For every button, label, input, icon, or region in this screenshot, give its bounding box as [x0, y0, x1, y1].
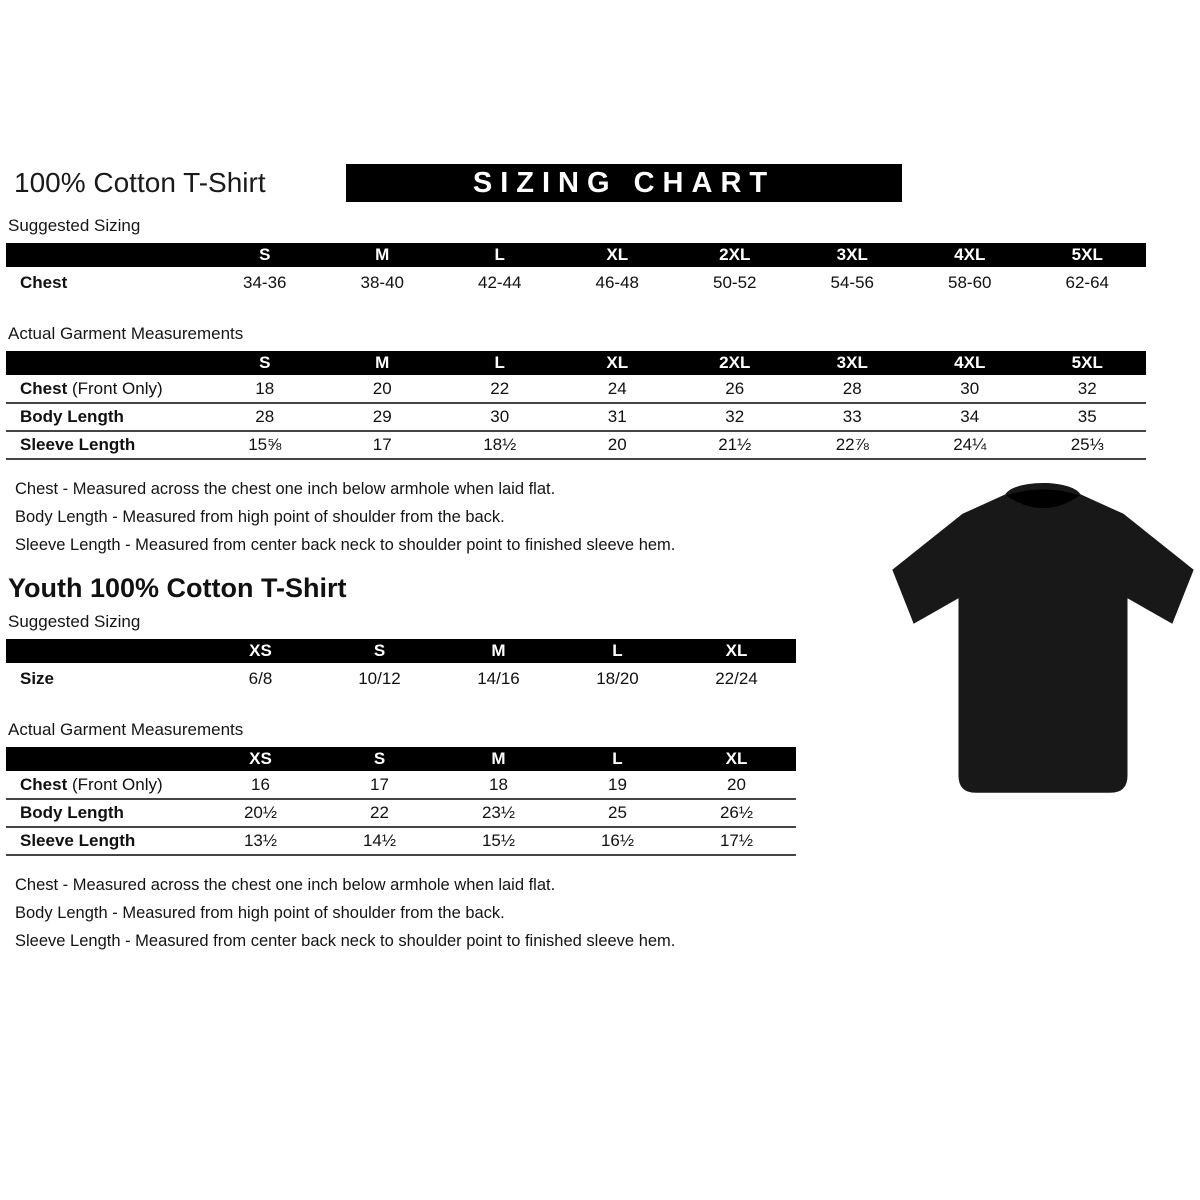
size-column-header: 3XL — [794, 351, 912, 375]
measurement-cell: 38-40 — [360, 272, 404, 292]
adult-actual-label: Actual Garment Measurements — [8, 324, 244, 343]
measurement-cell: 31 — [607, 407, 627, 426]
size-column-header: M — [439, 747, 558, 771]
measurement-cell: 20 — [607, 435, 627, 454]
measurement-cell: 18/20 — [596, 668, 639, 688]
size-header-row — [6, 747, 796, 771]
measurement-cell: 16 — [251, 774, 270, 794]
size-column-header: L — [558, 639, 677, 663]
measurement-cell: 58-60 — [948, 272, 992, 292]
measurement-cell: 32 — [725, 407, 745, 426]
measurement-cell: 18 — [489, 774, 508, 794]
size-column-header: S — [320, 747, 439, 771]
tshirt-graphic — [890, 470, 1196, 806]
row-label: Chest (Front Only) — [20, 378, 163, 398]
size-column-header: S — [320, 639, 439, 663]
measurement-cell: 14/16 — [477, 668, 520, 688]
measurement-cell: 22 — [490, 378, 510, 398]
size-column-header: S — [206, 351, 324, 375]
measurement-cell: 30 — [960, 378, 980, 398]
table-row — [6, 403, 1146, 431]
measurement-cell: 62-64 — [1065, 272, 1109, 292]
size-column-header: 5XL — [1029, 351, 1147, 375]
size-column-header: XL — [677, 747, 796, 771]
youth-actual-table — [6, 747, 796, 856]
size-column-header: M — [439, 639, 558, 663]
adult-suggested-label: Suggested Sizing — [8, 216, 141, 235]
measurement-cell: 28 — [842, 378, 862, 398]
table-row — [6, 267, 1146, 298]
measurement-cell: 23½ — [481, 803, 516, 822]
measurement-cell: 35 — [1077, 407, 1097, 426]
size-column-header: 5XL — [1029, 243, 1147, 267]
measurement-cell: 14½ — [362, 831, 397, 850]
measurement-cell: 29 — [372, 407, 392, 426]
measurement-cell: 32 — [1077, 378, 1097, 398]
row-label: Sleeve Length — [20, 831, 136, 850]
size-column-header: 4XL — [911, 243, 1029, 267]
measurement-cell: 19 — [608, 774, 627, 794]
sizing-chart-banner: SIZING CHART — [346, 164, 902, 202]
measurement-cell: 16½ — [600, 831, 635, 850]
size-column-header: M — [324, 351, 442, 375]
size-column-header: XL — [559, 351, 677, 375]
measurement-cell: 15½ — [481, 831, 516, 850]
size-column-header: L — [558, 747, 677, 771]
measurement-cell: 13½ — [243, 831, 278, 850]
size-column-header: L — [441, 351, 559, 375]
row-label: Size — [20, 668, 55, 688]
measurement-cell: 25⅓ — [1070, 435, 1104, 454]
table-row — [6, 827, 796, 855]
row-label: Chest — [20, 272, 68, 292]
size-column-header: S — [206, 243, 324, 267]
note-line: Body Length - Measured from high point of shoulder from the back. — [15, 904, 505, 922]
youth-suggested-label: Suggested Sizing — [8, 612, 141, 631]
note-line: Sleeve Length - Measured from center back neck to shoulder point to finished sleeve hem. — [15, 932, 676, 950]
row-label: Chest (Front Only) — [20, 774, 163, 794]
header-row — [6, 164, 1194, 208]
measurement-cell: 17½ — [719, 831, 754, 850]
measurement-cell: 34-36 — [243, 272, 287, 292]
youth-measurement-notes — [6, 871, 1194, 955]
row-label-header — [6, 639, 201, 663]
youth-actual-label: Actual Garment Measurements — [8, 720, 244, 739]
measurement-cell: 28 — [255, 407, 275, 426]
table-row — [6, 431, 1146, 459]
row-label-header — [6, 243, 206, 267]
table-row — [6, 771, 796, 799]
adult-suggested-table — [6, 243, 1146, 298]
row-label: Sleeve Length — [20, 435, 136, 454]
measurement-cell: 18½ — [483, 435, 517, 454]
measurement-cell: 33 — [842, 407, 862, 426]
size-column-header: 3XL — [794, 243, 912, 267]
size-column-header: 2XL — [676, 243, 794, 267]
measurement-cell: 22⅞ — [835, 435, 869, 454]
size-header-row — [6, 639, 796, 663]
measurement-cell: 10/12 — [358, 668, 401, 688]
measurement-cell: 24 — [607, 378, 627, 398]
measurement-cell: 34 — [960, 407, 980, 426]
table-row — [6, 663, 796, 694]
row-label: Body Length — [20, 803, 124, 822]
table-row — [6, 799, 796, 827]
youth-suggested-table — [6, 639, 796, 694]
measurement-cell: 42-44 — [478, 272, 522, 292]
measurement-cell: 17 — [372, 435, 392, 454]
adult-actual-table — [6, 351, 1146, 460]
size-column-header: XL — [677, 639, 796, 663]
measurement-cell: 15⅝ — [248, 435, 282, 454]
measurement-cell: 22/24 — [715, 668, 758, 688]
measurement-cell: 46-48 — [595, 272, 639, 292]
measurement-cell: 20½ — [243, 803, 278, 822]
note-line: Body Length - Measured from high point of shoulder from the back. — [15, 508, 505, 526]
tshirt-body — [892, 483, 1193, 793]
row-label: Body Length — [20, 407, 124, 426]
size-column-header: L — [441, 243, 559, 267]
note-line: Chest - Measured across the chest one inch below armhole when laid flat. — [15, 480, 556, 498]
measurement-cell: 54-56 — [830, 272, 874, 292]
measurement-cell: 17 — [370, 774, 389, 794]
measurement-cell: 18 — [255, 378, 275, 398]
row-label-header — [6, 351, 206, 375]
measurement-cell: 20 — [727, 774, 746, 794]
note-line: Chest - Measured across the chest one inch below armhole when laid flat. — [15, 876, 556, 894]
measurement-cell: 50-52 — [713, 272, 757, 292]
youth-title: Youth 100% Cotton T-Shirt — [8, 573, 347, 603]
size-column-header: 4XL — [911, 351, 1029, 375]
size-header-row — [6, 351, 1146, 375]
measurement-cell: 20 — [372, 378, 392, 398]
measurement-cell: 30 — [490, 407, 510, 426]
row-label-header — [6, 747, 201, 771]
size-column-header: 2XL — [676, 351, 794, 375]
size-column-header: XS — [201, 747, 320, 771]
measurement-cell: 26½ — [719, 803, 754, 822]
size-column-header: XL — [559, 243, 677, 267]
measurement-cell: 6/8 — [248, 668, 273, 688]
table-row — [6, 375, 1146, 403]
size-column-header: XS — [201, 639, 320, 663]
measurement-cell: 25 — [608, 803, 627, 822]
measurement-cell: 21½ — [718, 435, 752, 454]
measurement-cell: 24¼ — [953, 435, 987, 454]
note-line: Sleeve Length - Measured from center back neck to shoulder point to finished sleeve hem. — [15, 536, 676, 554]
measurement-cell: 22 — [370, 803, 389, 822]
page-title: 100% Cotton T-Shirt — [14, 167, 266, 198]
size-column-header: M — [324, 243, 442, 267]
measurement-cell: 26 — [725, 378, 745, 398]
size-header-row — [6, 243, 1146, 267]
